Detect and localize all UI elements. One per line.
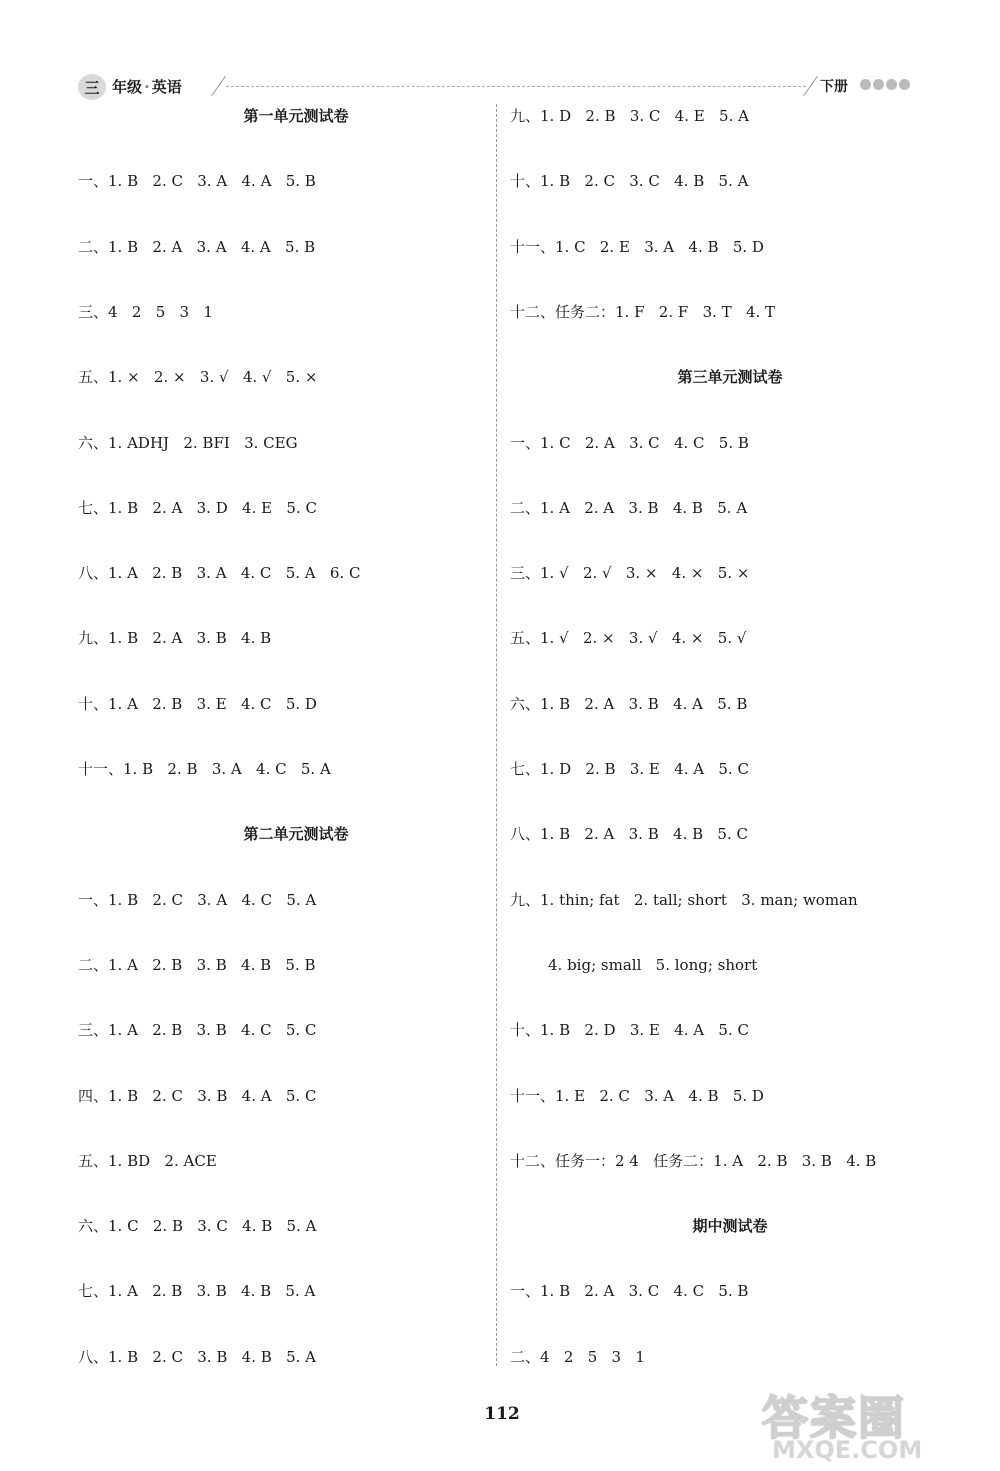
answer-line: 六、1. B 2. A 3. B 4. A 5. B [510,695,748,713]
watermark-url: MXQE.COM [772,1436,923,1464]
answer-line: 三、4 2 5 3 1 [78,303,213,321]
answer-line: 三、1. A 2. B 3. B 4. C 5. C [78,1021,317,1039]
grade-label: 年级 [112,78,143,96]
dot-icon [886,79,897,90]
answer-line: 七、1. B 2. A 3. D 4. E 5. C [78,499,317,517]
answer-line: 十一、1. C 2. E 3. A 4. B 5. D [510,238,764,256]
answer-line: 九、1. thin; fat 2. tall; short 3. man; woman [510,891,858,909]
answer-line: 二、1. A 2. B 3. B 4. B 5. B [78,956,316,974]
answer-line: 六、1. C 2. B 3. C 4. B 5. A [78,1217,317,1235]
answer-line: 十、1. B 2. D 3. E 4. A 5. C [510,1021,749,1039]
dot-icon [860,79,871,90]
answer-line: 二、1. A 2. A 3. B 4. B 5. A [510,499,748,517]
answer-line: 五、1. √ 2. × 3. √ 4. × 5. √ [510,629,747,647]
answer-line: 八、1. A 2. B 3. A 4. C 5. A 6. C [78,564,361,582]
answer-line: 二、4 2 5 3 1 [510,1348,645,1366]
section-title: 第一单元测试卷 [243,107,349,125]
answer-line: 二、1. B 2. A 3. A 4. A 5. B [78,238,316,256]
section-title: 第三单元测试卷 [677,368,783,386]
answer-line: 一、1. C 2. A 3. C 4. C 5. B [510,434,749,452]
column-divider [496,104,497,1366]
watermark [762,1382,1000,1471]
header-rule [226,86,806,87]
answer-line: 九、1. B 2. A 3. B 4. B [78,629,272,647]
dot-icon [899,79,910,90]
decorative-dots [860,79,910,90]
answer-line: 四、1. B 2. C 3. B 4. A 5. C [78,1087,317,1105]
answer-line: 七、1. A 2. B 3. B 4. B 5. A [78,1282,316,1300]
volume-label: 下册 [820,79,848,95]
answer-line: 十二、任务一：2 4 任务二：1. A 2. B 3. B 4. B [510,1152,877,1170]
subject-label: 英语 [151,78,182,96]
answer-line: 一、1. B 2. C 3. A 4. C 5. A [78,891,317,909]
answer-line: 五、1. × 2. × 3. √ 4. √ 5. × [78,368,318,386]
answer-line: 八、1. B 2. C 3. B 4. B 5. A [78,1348,316,1366]
answer-line: 十一、1. E 2. C 3. A 4. B 5. D [510,1087,764,1105]
answer-line: 七、1. D 2. B 3. E 4. A 5. C [510,760,749,778]
watermark-logo: 答案圈 [762,1391,906,1445]
dot-icon [873,79,884,90]
grade-subject-label [112,76,182,97]
answer-line: 一、1. B 2. C 3. A 4. A 5. B [78,172,316,190]
answer-line: 十、1. B 2. C 3. C 4. B 5. A [510,172,749,190]
answer-line: 十二、任务二：1. F 2. F 3. T 4. T [510,303,776,321]
answer-line: 三、1. √ 2. √ 3. × 4. × 5. × [510,564,750,582]
page-header [78,72,918,102]
header-slash-left [211,76,226,96]
page-number: 112 [484,1404,520,1424]
answer-line: 六、1. ADHJ 2. BFI 3. CEG [78,434,298,452]
answer-line: 八、1. B 2. A 3. B 4. B 5. C [510,825,748,843]
answer-line: 十一、1. B 2. B 3. A 4. C 5. A [78,760,331,778]
answer-line: 五、1. BD 2. ACE [78,1152,217,1170]
answer-line: 一、1. B 2. A 3. C 4. C 5. B [510,1282,749,1300]
grade-badge: 三 [78,74,106,100]
answer-line: 4. big; small 5. long; short [548,956,758,974]
answer-line: 十、1. A 2. B 3. E 4. C 5. D [78,695,317,713]
section-title: 第二单元测试卷 [243,825,349,843]
answer-line: 九、1. D 2. B 3. C 4. E 5. A [510,107,749,125]
separator: · [144,78,150,96]
section-title: 期中测试卷 [692,1217,768,1235]
